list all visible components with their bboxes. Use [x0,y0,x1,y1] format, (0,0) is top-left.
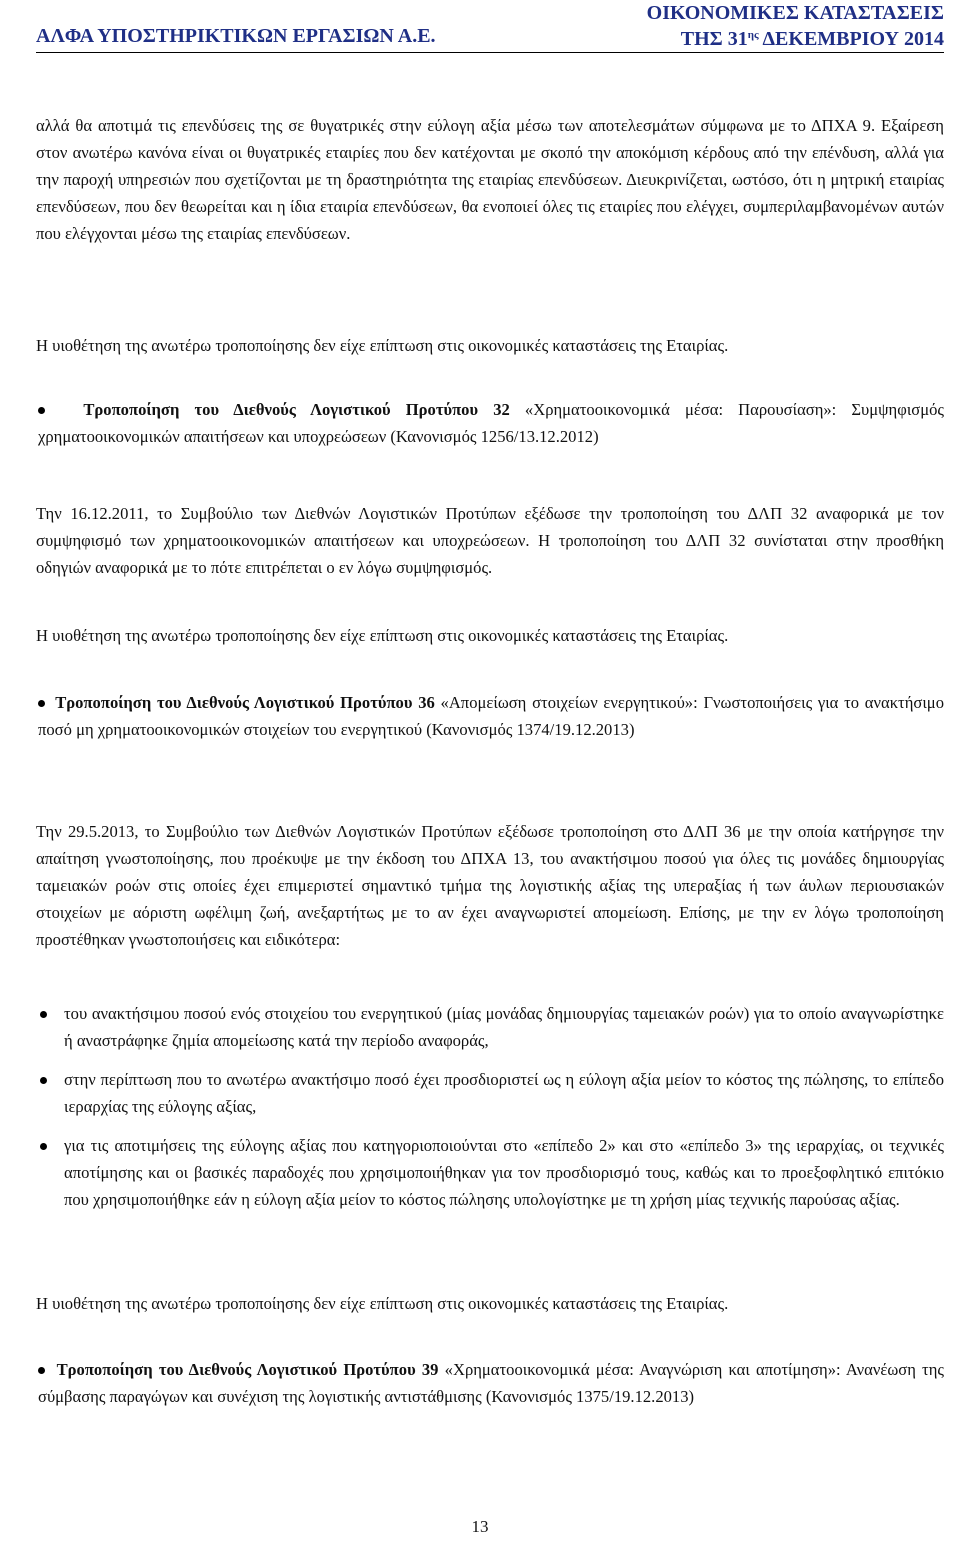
ias36-heading: Τροποποίηση του Διεθνούς Λογιστικού Προτύπου 36 «Απομείωση στοιχείων ενεργητικού»: Γνωστοποιήσεις για το ανακτήσιμο ποσό μη χρηματοοικονομικών στοιχείων του ενεργητικού (Κανονισμός 1374/19.12.2013) [38,693,944,739]
page-header [36,0,944,53]
report-title-line2: ΤΗΣ $31^{\eta\varsigma}$ ΔΕΚΕΜΒΡΙΟΥ 2014 [680,28,944,50]
page-number: 13 [471,1517,489,1536]
intro-paragraph: αλλά θα αποτιμά τις επενδύσεις της σε θυγατρικές στην εύλογη αξία μέσω των αποτελεσμάτων σύμφωνα με το ΔΠΧΑ 9. Εξαίρεση στον ανωτέρω κανόνα είναι οι θυγατρικές εταιρίες που δεν κατέχονται με σκοπό την αποκόμιση κέρδους από την επένδυση, αλλά για την παροχή υπηρεσιών που σχετίζονται με τη δραστηριότητα της εταιρίας επενδύσεων. Διευκρινίζεται, ωστόσο, ότι η μητρική εταιρίας επενδύσεων, που δεν θεωρείται και η ίδια εταιρία επενδύσεων, θα ενοποιεί όλες τις εταιρίες που ελέγχει, συμπεριλαμβανομένων αυτών που ελέγχονται μέσω της εταιρίας επενδύσεων. [36,116,944,243]
no-impact-note: Η υιοθέτηση της ανωτέρω τροποποίησης δεν είχε επίπτωση στις οικονομικές καταστάσεις της Εταιρίας. [36,1294,729,1313]
ias39-heading: Τροποποίηση του Διεθνούς Λογιστικού Προτύπου 39 «Χρηματοοικονομικά μέσα: Αναγνώριση και αποτίμηση»: Ανανέωση της σύμβασης παραγώγων και συνέχιση της λογιστικής αντιστάθμισης (Κανονισμός 1375/19.12.2013) [38,1360,944,1406]
company-name: ΑΛΦΑ ΥΠΟΣΤΗΡΙΚΤΙΚΩΝ ΕΡΓΑΣΙΩΝ Α.Ε. [36,25,436,47]
ias36-paragraph: Την 29.5.2013, το Συμβούλιο των Διεθνών Λογιστικών Προτύπων εξέδωσε τροποποίηση στο ΔΛΠ 36 με την οποία κατήργησε την απαίτηση γνωστοποίησης, που προέκυψε με την έκδοση του ΔΠΧΑ 13, του ανακτήσιμου ποσού για όλες τις μονάδες δημιουργίας ταμειακών ροών στις οποίες έχει επιμεριστεί σημαντικό τμήμα της λογιστικής αξίας της υπεραξίας ή των άυλων περιουσιακών στοιχείων με αόριστη ωφέλιμη ζωή, ανεξαρτήτως με το αν έχει αναγνωριστεί απομείωση. Επίσης, με την εν λόγω τροποποίηση προστέθηκαν γνωστοποιήσεις και ειδικότερα: [36,822,944,949]
bullet-icon [40,1143,47,1150]
bullet-icon [40,1011,47,1018]
list-item: για τις αποτιμήσεις της εύλογης αξίας που κατηγοριοποιούνται στο «επίπεδο 2» και στο «επίπεδο 3» της ιεραρχίας, οι τεχνικές αποτίμησης και οι βασικές παραδοχές που χρησιμοποιήθηκαν για τον προσδιορισμό τους, καθώς και το προεξοφλητικό επιτόκιο που χρησιμοποιήθηκε εάν η εύλογη αξία μείον το κόστος πώλησης υπολογίστηκε με τη χρήση μίας τεχνικής παρούσας αξίας. [64,1136,944,1209]
no-impact-note: Η υιοθέτηση της ανωτέρω τροποποίησης δεν είχε επίπτωση στις οικονομικές καταστάσεις της Εταιρίας. [36,626,729,645]
report-title [647,2,944,50]
bullet-icon [40,1077,47,1084]
no-impact-note: Η υιοθέτηση της ανωτέρω τροποποίησης δεν είχε επίπτωση στις οικονομικές καταστάσεις της Εταιρίας. [36,336,729,355]
report-title-line1: ΟΙΚΟΝΟΜΙΚΕΣ ΚΑΤΑΣΤΑΣΕΙΣ [646,2,944,24]
ias32-heading: Τροποποίηση του Διεθνούς Λογιστικού Προτύπου 32 «Χρηματοοικονομικά μέσα: Παρουσίαση»: Συμψηφισμός χρηματοοικονομικών απαιτήσεων και υποχρεώσεων (Κανονισμός 1256/13.12.2012) [38,400,944,446]
ias32-paragraph: Την 16.12.2011, το Συμβούλιο των Διεθνών Λογιστικών Προτύπων εξέδωσε την τροποποίηση του ΔΛΠ 32 αναφορικά με τον συμψηφισμό των χρηματοοικονομικών απαιτήσεων και υποχρεώσεων. Η τροποποίηση του ΔΛΠ 32 συνίσταται στην προσθήκη οδηγιών αναφορικά με το πότε επιτρέπεται ο εν λόγω συμψηφισμός. [36,504,944,577]
list-item: του ανακτήσιμου ποσού ενός στοιχείου του ενεργητικού (μίας μονάδας δημιουργίας ταμειακών ροών) για το οποίο αναγνωρίστηκε ή αναστράφηκε ζημία απομείωσης κατά την περίοδο αναφοράς, [64,1004,944,1050]
list-item: στην περίπτωση που το ανωτέρω ανακτήσιμο ποσό έχει προσδιοριστεί ως η εύλογη αξία μείον το κόστος της πώλησης, το επίπεδο ιεραρχίας της εύλογης αξίας, [64,1070,944,1116]
